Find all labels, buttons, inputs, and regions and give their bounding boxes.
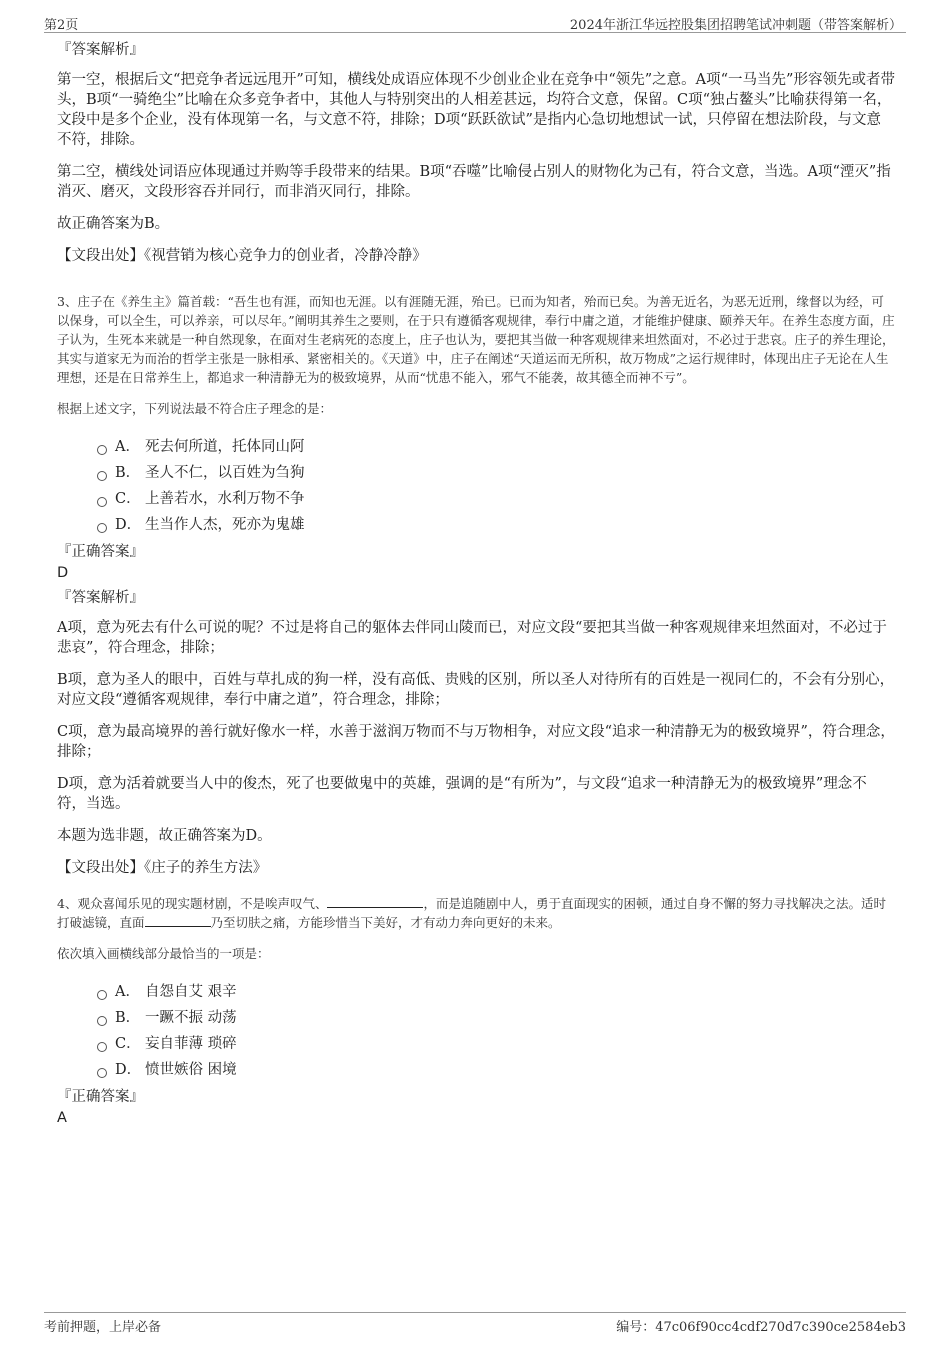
option-d[interactable]: D． 愤世嫉俗 困境: [97, 1057, 895, 1083]
radio-icon[interactable]: [97, 1016, 107, 1026]
page-content: [57, 40, 895, 1133]
radio-icon[interactable]: [97, 1042, 107, 1052]
option-list: [97, 979, 895, 1083]
analysis-paragraph: 第一空，根据后文“把竞争者远远甩开”可知，横线处成语应体现不少创业企业在竞争中“领先”之意。A项“一马当先”形容领先或者带头，B项“一骑绝尘”比喻在众多竞争者中，其他人与特别突出的人相差甚远，均符合文意，保留。C项“独占鳌头”比喻获得第一名，文段中是多个企业，没有体现第一名，与文意不符，排除；D项“跃跃欲试”是指内心急切地想试一试，只停留在想法阶段，与文意不符，排除。: [57, 72, 895, 148]
page-header: [44, 12, 906, 33]
page-footer: [44, 1312, 906, 1337]
radio-icon[interactable]: [97, 445, 107, 455]
analysis-conclusion: 故正确答案为B。: [57, 216, 170, 232]
document-id: 编号：47c06f90cc4cdf270d7c390ce2584eb3: [616, 1320, 906, 1335]
page-number: 第2页: [44, 18, 79, 33]
footer-slogan: 考前押题，上岸必备: [44, 1320, 162, 1335]
option-a[interactable]: A． 自怨自艾 艰辛: [97, 979, 895, 1005]
analysis-paragraph: 第二空，横线处词语应体现通过并购等手段带来的结果。B项“吞噬”比喻侵占别人的财物化为己有，符合文意，当选。A项“湮灭”指消灭、磨灭，文段形容吞并同行，而非消灭同行，排除。: [57, 164, 891, 200]
fill-blank-2: [145, 914, 211, 927]
option-c[interactable]: C． 妄自菲薄 琐碎: [97, 1031, 895, 1057]
option-b[interactable]: B． 一蹶不振 动荡: [97, 1005, 895, 1031]
correct-answer: D: [57, 565, 69, 581]
source-citation: 【文段出处】《视营销为核心竞争力的创业者，冷静冷静》: [57, 248, 427, 264]
analysis-conclusion: 本题为选非题，故正确答案为D。: [57, 828, 272, 844]
question-3: [57, 292, 895, 878]
question-stem: 4、观众喜闻乐见的现实题材剧，不是唉声叹气、 ，而是追随剧中人，勇于直面现实的困顿，通过自身不懈的努力寻找解决之法。适时打破滤镜，直面 乃至切肤之痛，方能珍惜当下美好，才有动力奔向更好的未来。: [57, 896, 886, 930]
option-c[interactable]: C． 上善若水，水利万物不争: [97, 486, 895, 512]
fill-blank-1: [327, 895, 423, 908]
option-b[interactable]: B． 圣人不仁，以百姓为刍狗: [97, 460, 895, 486]
document-title: 2024年浙江华远控股集团招聘笔试冲刺题（带答案解析）: [569, 18, 902, 33]
radio-icon[interactable]: [97, 471, 107, 481]
question-2-analysis: [57, 40, 895, 266]
analysis-item: B项，意为圣人的眼中，百姓与草扎成的狗一样，没有高低、贵贱的区别，所以圣人对待所有的百姓是一视同仁的，不会有分别心，对应文段“遵循客观规律，奉行中庸之道”，符合理念，排除；: [57, 672, 895, 708]
radio-icon[interactable]: [97, 523, 107, 533]
option-d[interactable]: D． 生当作人杰，死亦为鬼雄: [97, 512, 895, 538]
question-prompt: 依次填入画横线部分最恰当的一项是：: [57, 946, 270, 961]
radio-icon[interactable]: [97, 990, 107, 1000]
question-prompt: 根据上述文字，下列说法最不符合庄子理念的是：: [57, 401, 333, 416]
analysis-item: D项，意为活着就要当人中的俊杰，死了也要做鬼中的英雄，强调的是“有所为”，与文段“追求一种清静无为的极致境界”理念不符，当选。: [57, 776, 867, 812]
question-stem: 3、庄子在《养生主》篇首载：“吾生也有涯，而知也无涯。以有涯随无涯，殆已。已而为知者，殆而已矣。为善无近名，为恶无近刑，缘督以为经，可以保身，可以全生，可以养亲，可以尽年。”阐明其养生之要则，在于只有遵循客观规律，奉行中庸之道，才能维护健康、颐养天年。在养生态度方面，庄子认为，生死本来就是一种自然现象，在面对生老病死的态度上，庄子也认为，要把其当做一种客观规律来坦然面对，不必过于悲哀。庄子的养生理论，其实与道家无为而治的哲学主张是一脉相承、紧密相关的。《天道》中，庄子在阐述“天道运而无所积，故万物成”之运行规律时，体现出庄子无论在人生理想，还是在日常养生上，都追求一种清静无为的极致境界，从而“忧患不能入，邪气不能袭，故其德全而神不亏”。: [57, 294, 895, 385]
analysis-item: A项，意为死去有什么可说的呢？不过是将自己的躯体去伴同山陵而已，对应文段“要把其当做一种客观规律来坦然面对，不必过于悲哀”，符合理念，排除；: [57, 620, 887, 656]
radio-icon[interactable]: [97, 1068, 107, 1078]
analysis-label: 『答案解析』: [57, 590, 144, 606]
source-citation: 【文段出处】《庄子的养生方法》: [57, 860, 268, 876]
correct-answer: A: [57, 1110, 67, 1126]
analysis-item: C项，意为最高境界的善行就好像水一样，水善于滋润万物而不与万物相争，对应文段“追求一种清静无为的极致境界”，符合理念，排除；: [57, 724, 895, 760]
option-a[interactable]: A． 死去何所道，托体同山阿: [97, 434, 895, 460]
radio-icon[interactable]: [97, 497, 107, 507]
analysis-label: 『答案解析』: [57, 42, 144, 58]
answer-label: 『正确答案』: [57, 1089, 144, 1105]
answer-label: 『正确答案』: [57, 544, 144, 560]
option-list: [97, 434, 895, 538]
question-4: [57, 894, 895, 1127]
